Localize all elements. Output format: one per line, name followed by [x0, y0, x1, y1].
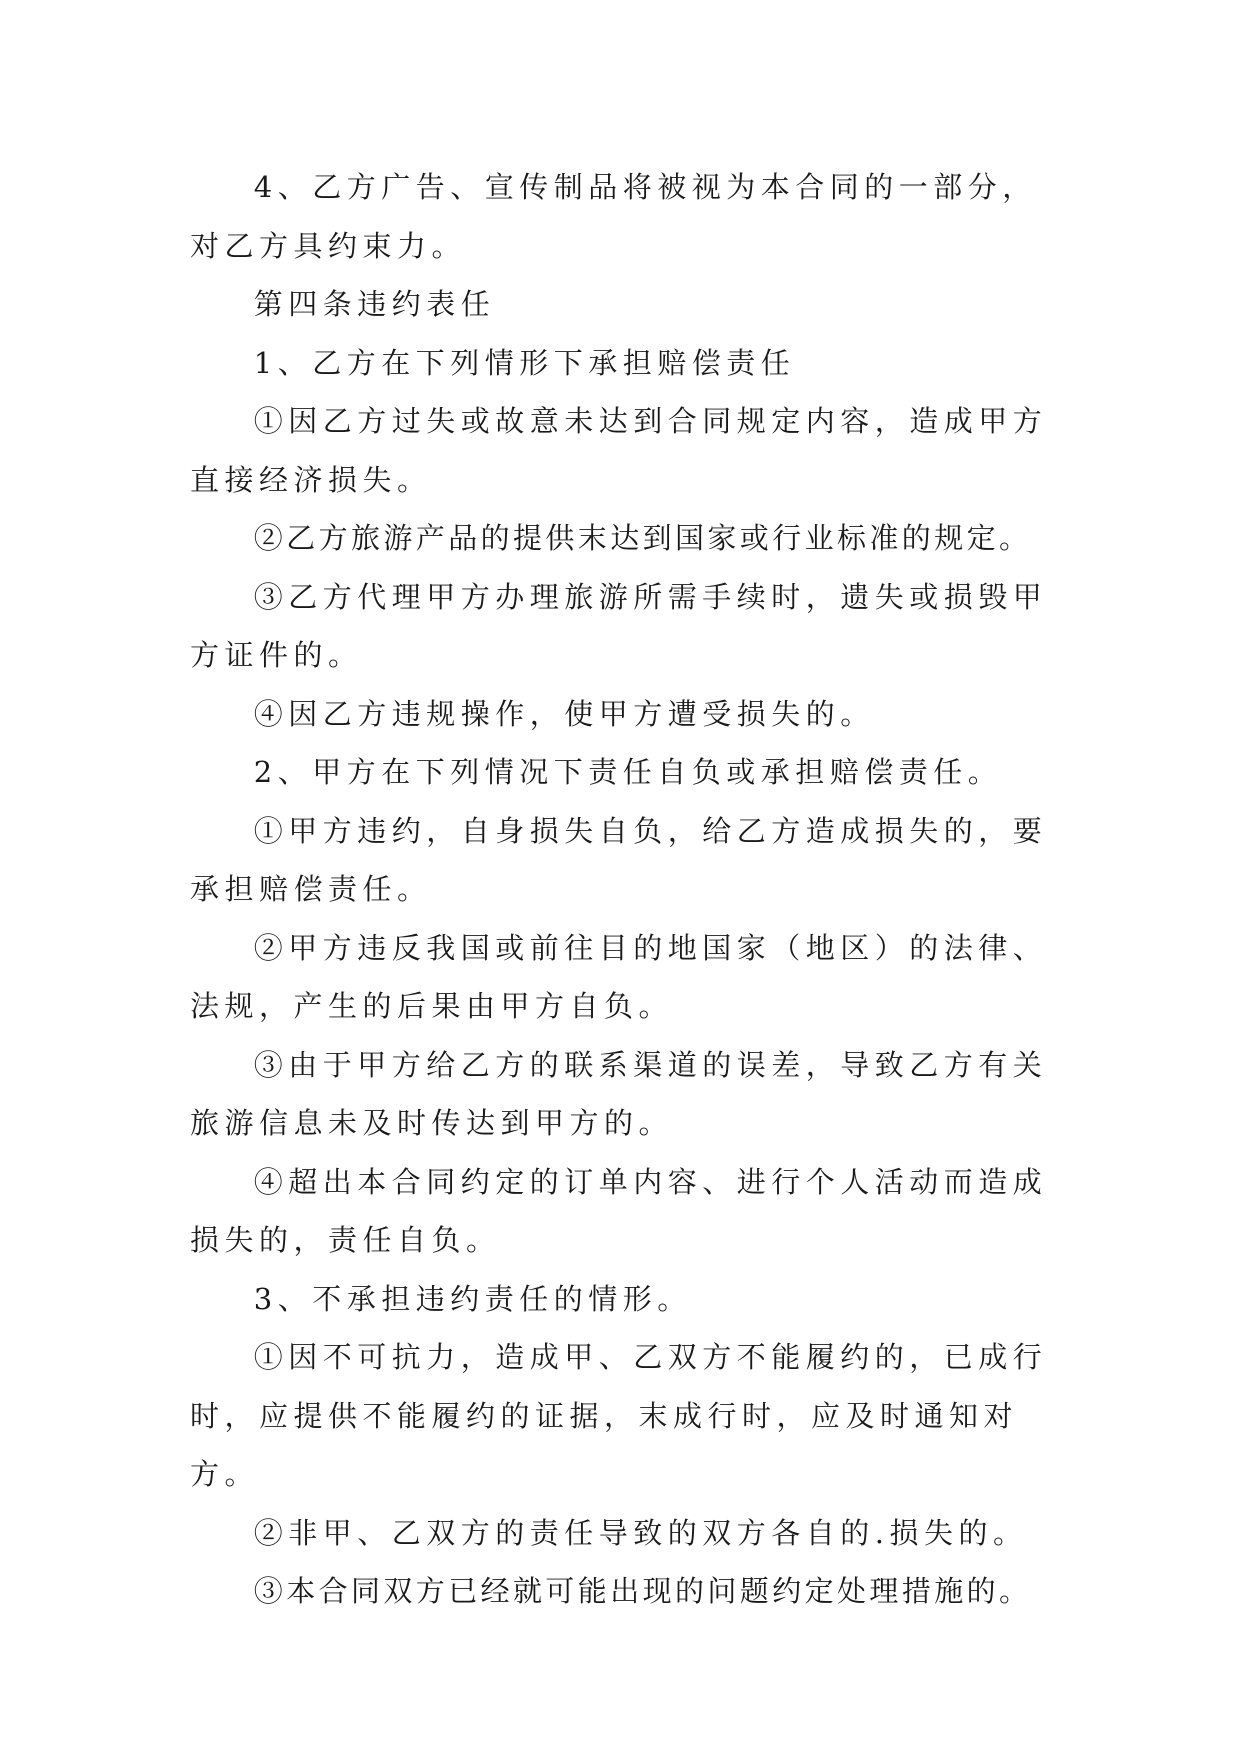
- paragraph: ①因乙方过失或故意未达到合同规定内容，造成甲方直接经济损失。: [190, 404, 1048, 497]
- paragraph: ②甲方违反我国或前往目的地国家（地区）的法律、法规，产生的后果由甲方自负。: [190, 930, 1048, 1023]
- paragraph: ③乙方代理甲方办理旅游所需手续时，遗失或损毁甲方证件的。: [190, 579, 1048, 672]
- paragraph: 4、乙方广告、宣传制品将被视为本合同的一部分，对乙方具约束力。: [190, 170, 1037, 263]
- paragraph: ④因乙方违规操作，使甲方遭受损失的。: [253, 696, 875, 731]
- section-heading: 第四条违约表任: [253, 287, 496, 321]
- paragraph: ①甲方违约，自身损失自负，给乙方造成损失的，要承担赔偿责任。: [190, 813, 1048, 906]
- paragraph: ①因不可抗力，造成甲、乙双方不能履约的，已成行时，应提供不能履约的证据，末成行时，应及时通知对方。: [190, 1340, 1048, 1491]
- document-body: [190, 158, 1050, 1621]
- paragraph: 1、乙方在下列情形下承担赔偿责任: [253, 345, 796, 380]
- paragraph: ③由于甲方给乙方的联系渠道的误差，导致乙方有关旅游信息未及时传达到甲方的。: [190, 1047, 1048, 1140]
- paragraph: ②乙方旅游产品的提供末达到国家或行业标准的规定。: [253, 521, 1032, 555]
- paragraph: 3、不承担违约责任的情形。: [253, 1281, 692, 1316]
- paragraph: ③本合同双方已经就可能出现的问题约定处理措施的。: [253, 1574, 1032, 1608]
- paragraph: ②非甲、乙双方的责任导致的双方各自的.损失的。: [253, 1515, 1028, 1550]
- paragraph: 2、甲方在下列情况下责任自负或承担赔偿责任。: [253, 755, 1003, 789]
- paragraph: ④超出本合同约定的订单内容、进行个人活动而造成损失的，责任自负。: [190, 1164, 1048, 1257]
